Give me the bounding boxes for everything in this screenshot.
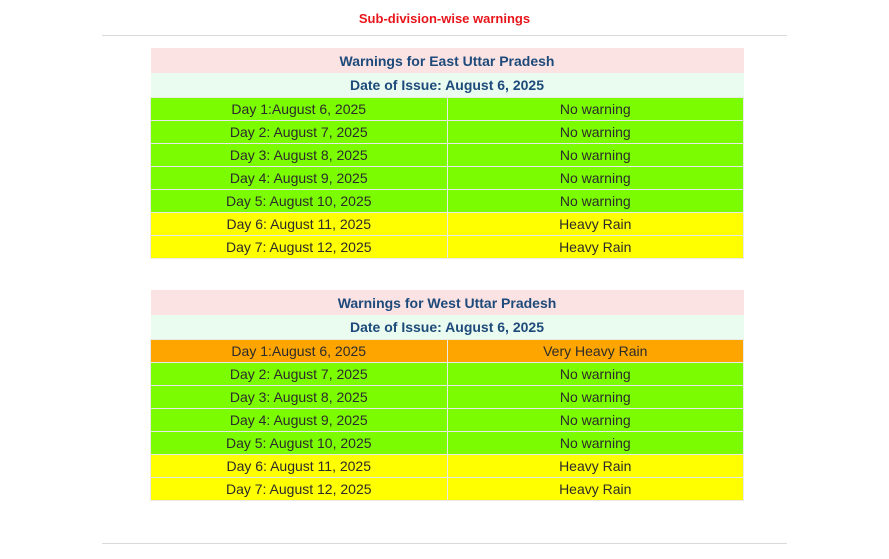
warning-cell: Very Heavy Rain [447,340,744,363]
table-row [151,432,744,455]
east-issue-date: Date of Issue: August 6, 2025 [151,73,744,98]
table-row [151,386,744,409]
bottom-divider [102,543,787,544]
table-title-row [151,290,744,315]
day-cell: Day 7: August 12, 2025 [151,236,448,259]
table-row [151,236,744,259]
table-row [151,190,744,213]
day-cell: Day 7: August 12, 2025 [151,478,448,501]
warning-cell: No warning [447,98,744,121]
day-cell: Day 6: August 11, 2025 [151,213,448,236]
warning-cell: No warning [447,409,744,432]
day-cell: Day 6: August 11, 2025 [151,455,448,478]
table-row [151,98,744,121]
warning-cell: No warning [447,386,744,409]
table-row [151,121,744,144]
warning-cell: Heavy Rain [447,478,744,501]
warning-cell: No warning [447,121,744,144]
table-row [151,478,744,501]
day-cell: Day 5: August 10, 2025 [151,432,448,455]
warning-cell: Heavy Rain [447,455,744,478]
day-cell: Day 2: August 7, 2025 [151,121,448,144]
day-cell: Day 5: August 10, 2025 [151,190,448,213]
east-table-title: Warnings for East Uttar Pradesh [151,48,744,73]
west-warnings-table [150,290,744,501]
table-row [151,363,744,386]
west-issue-date: Date of Issue: August 6, 2025 [151,315,744,340]
table-row [151,167,744,190]
warning-cell: No warning [447,144,744,167]
issue-date-row [151,73,744,98]
day-cell: Day 4: August 9, 2025 [151,167,448,190]
warning-cell: Heavy Rain [447,213,744,236]
day-cell: Day 1:August 6, 2025 [151,340,448,363]
page-title: Sub-division-wise warnings [358,11,531,26]
table-title-row [151,48,744,73]
table-row [151,340,744,363]
issue-date-row [151,315,744,340]
day-cell: Day 1:August 6, 2025 [151,98,448,121]
east-warnings-table [150,48,744,259]
table-row [151,213,744,236]
day-cell: Day 4: August 9, 2025 [151,409,448,432]
top-divider [102,35,787,36]
warning-cell: Heavy Rain [447,236,744,259]
west-table-title: Warnings for West Uttar Pradesh [151,290,744,315]
table-row [151,144,744,167]
day-cell: Day 3: August 8, 2025 [151,386,448,409]
table-row [151,409,744,432]
table-row [151,455,744,478]
day-cell: Day 2: August 7, 2025 [151,363,448,386]
day-cell: Day 3: August 8, 2025 [151,144,448,167]
warning-cell: No warning [447,190,744,213]
warning-cell: No warning [447,363,744,386]
warning-cell: No warning [447,432,744,455]
warning-cell: No warning [447,167,744,190]
